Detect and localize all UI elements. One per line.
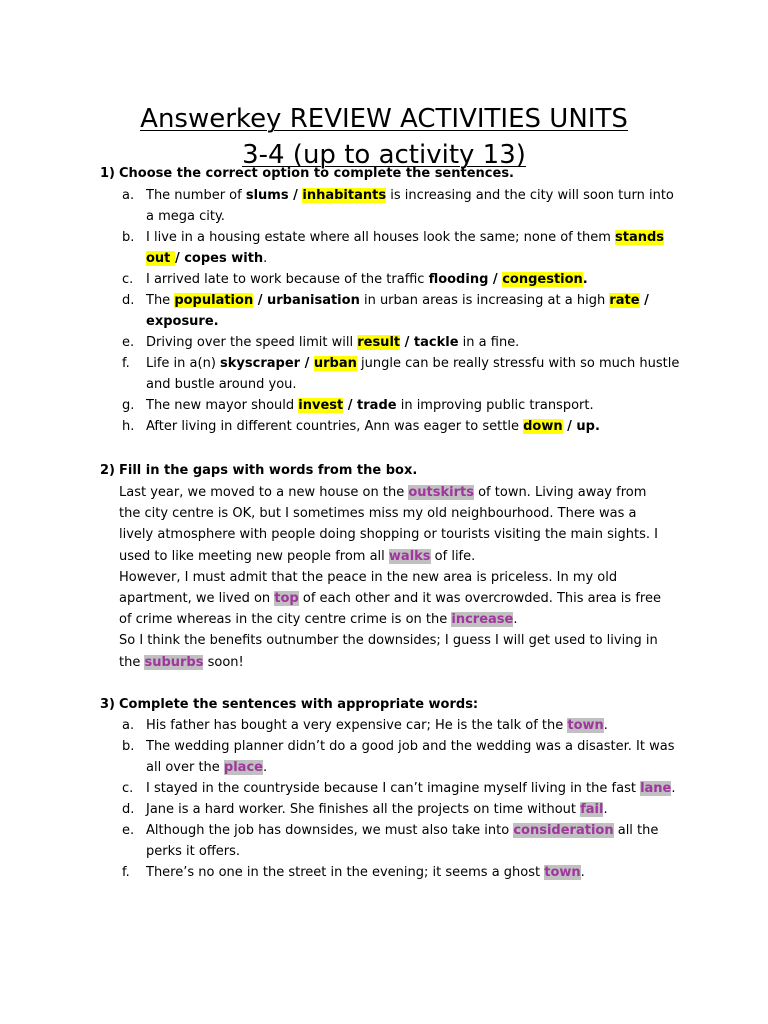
list-item: h. After living in different countries, Ann was eager to settle down / up. [122,419,600,434]
section-3-list [122,715,682,883]
gap-answer: town [544,865,581,880]
gap-answer: outskirts [408,485,474,500]
list-item: d. The population / urbanisation in urban areas is increasing at a high rate / exposure. [122,293,649,329]
list-item: a. His father has bought a very expensive car; He is the talk of the town. [122,718,608,733]
answer-highlight: population [174,293,254,308]
section-3-number: 3) [100,697,115,712]
section-2-title: Fill in the gaps with words from the box. [119,463,418,478]
section-2-number: 2) [100,463,115,478]
answer-highlight: urban [313,356,357,371]
section-1-list [122,185,682,437]
list-item: c. I stayed in the countryside because I can’t imagine myself living in the fast lane. [122,781,676,796]
list-item: e. Driving over the speed limit will result / tackle in a fine. [122,335,520,350]
answer-highlight: inhabitants [302,188,387,203]
answer-highlight: rate [609,293,640,308]
answer-highlight: congestion [502,272,583,287]
list-item: g. The new mayor should invest / trade in improving public transport. [122,398,594,413]
gap-answer: town [567,718,604,733]
answer-highlight: down [523,419,563,434]
list-item: f. There’s no one in the street in the evening; it seems a ghost town. [122,865,585,880]
title-line-2: 3-4 (up to activity 13) [242,140,526,171]
section-1-number: 1) [100,166,115,181]
gap-answer: top [274,591,299,607]
gap-answer: lane [640,781,672,796]
section-1-title: Choose the correct option to complete the sentences. [119,166,514,181]
title-line-1: Answerkey REVIEW ACTIVITIES UNITS [140,104,628,135]
section-2-paragraph: Last year, we moved to a new house on the outskirts of town. Living away from the city centre is OK, but I sometimes miss my old neighbourhood. There was a lively atmosphere with people doing shopping or tourists visiting the main sights. I used to like meeting new people from all walks of life. However, I must admit that the peace in the new area is priceless. In my old apartment, we lived on top of each other and it was overcrowded. This area is free of crime whereas in the city centre crime is on the increase. So I think the benefits outnumber the downsides; I guess I will get used to living in the suburbs soon! [119,485,661,670]
gap-answer: fail [580,802,604,817]
gap-answer: place [223,760,263,775]
list-item: b. I live in a housing estate where all houses look the same; none of them stands out / copes with. [122,230,665,266]
list-item: e. Although the job has downsides, we must also take into consideration all the perks it offers. [122,823,659,859]
section-3-title: Complete the sentences with appropriate words: [119,697,479,712]
list-item: d. Jane is a hard worker. She finishes all the projects on time without fail. [122,802,608,817]
section-3-heading [100,694,478,715]
gap-answer: consideration [513,823,614,838]
section-1-heading [100,163,514,184]
gap-answer: suburbs [144,654,204,670]
gap-answer: walks [388,548,431,564]
answer-highlight: result [357,335,401,350]
gap-answer: increase [451,612,514,628]
answer-highlight: invest [298,398,344,413]
list-item: c. I arrived late to work because of the traffic flooding / congestion. [122,272,588,287]
list-item: b. The wedding planner didn’t do a good job and the wedding was a disaster. It was all over the place. [122,739,675,775]
list-item: a. The number of slums / inhabitants is increasing and the city will soon turn into a mega city. [122,188,674,224]
answer-highlight: stands out [146,230,665,266]
list-item: f. Life in a(n) skyscraper / urban jungle can be really stressfu with so much hustle and bustle around you. [122,356,680,392]
section-2-heading [100,460,417,481]
